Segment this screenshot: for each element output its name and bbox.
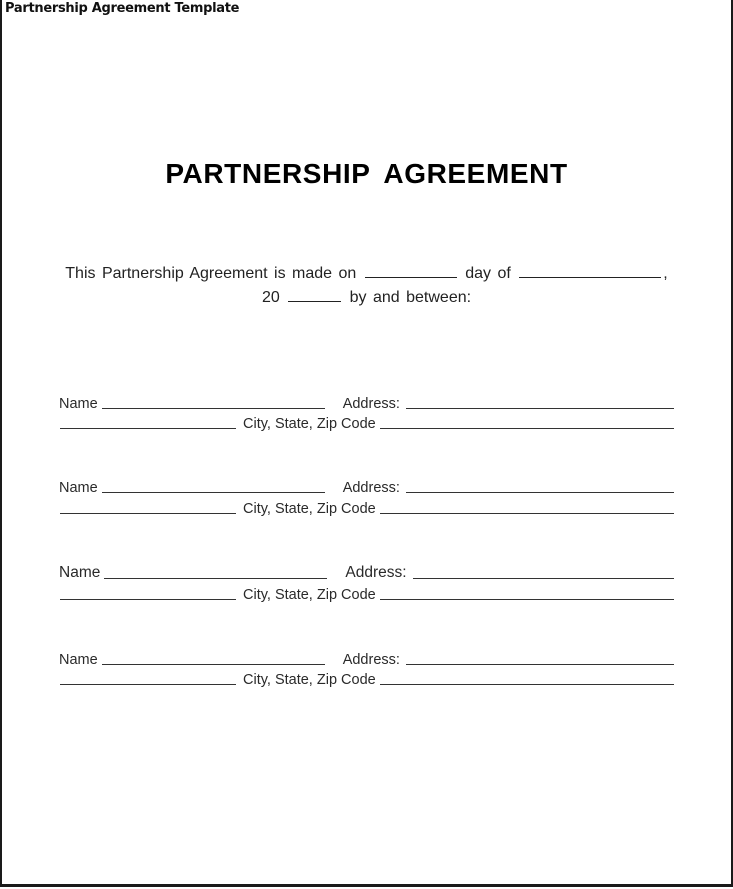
name-label: Name [59, 396, 98, 412]
city-state-zip-field[interactable] [380, 672, 674, 685]
city-state-zip-field[interactable] [380, 416, 674, 429]
party-block-4 [59, 648, 674, 688]
city-state-zip-label: City, State, Zip Code [243, 587, 376, 603]
name-field[interactable] [102, 652, 325, 665]
party-2-row-city [59, 497, 674, 517]
intro-text-made-on: This Partnership Agreement is made on [65, 265, 357, 282]
party-2-row-name-address [59, 476, 674, 496]
party-4-row-city [59, 668, 674, 688]
address-label: Address: [345, 564, 407, 581]
intro-text-by-and-between: by and between: [349, 289, 472, 306]
name-field[interactable] [104, 566, 327, 579]
city-state-zip-label: City, State, Zip Code [243, 416, 376, 432]
intro-paragraph [0, 262, 733, 310]
name-label: Name [59, 652, 98, 668]
party-3-row-name-address [59, 562, 674, 582]
intro-text-comma: , [663, 265, 668, 282]
party-block-1 [59, 392, 674, 432]
name-label: Name [59, 564, 101, 581]
address-field[interactable] [406, 396, 674, 409]
intro-line-2 [0, 286, 733, 310]
address-label: Address: [342, 480, 400, 496]
intro-line-1 [0, 262, 733, 286]
address-field[interactable] [413, 566, 674, 579]
document-title: PARTNERSHIP AGREEMENT [165, 158, 568, 189]
party-block-3 [59, 562, 674, 603]
name-label: Name [59, 480, 98, 496]
party-4-row-name-address [59, 648, 674, 668]
name-field[interactable] [102, 480, 325, 493]
city-state-zip-field[interactable] [380, 501, 674, 514]
intro-text-day-of: day of [465, 265, 511, 282]
city-state-zip-label: City, State, Zip Code [243, 501, 376, 517]
address-line-2-field[interactable] [60, 501, 236, 514]
city-state-zip-label: City, State, Zip Code [243, 672, 376, 688]
address-label: Address: [342, 396, 400, 412]
address-field[interactable] [406, 652, 674, 665]
month-blank[interactable] [519, 262, 661, 278]
address-line-2-field[interactable] [60, 672, 236, 685]
party-1-row-name-address [59, 392, 674, 412]
day-blank[interactable] [365, 262, 457, 278]
year-blank[interactable] [288, 286, 341, 302]
address-line-2-field[interactable] [60, 416, 236, 429]
party-block-2 [59, 476, 674, 517]
party-1-row-city [59, 412, 674, 432]
intro-text-year-prefix: 20 [261, 289, 280, 306]
address-field[interactable] [406, 480, 674, 493]
template-label: Partnership Agreement Template [5, 1, 240, 16]
address-line-2-field[interactable] [60, 587, 236, 600]
name-field[interactable] [102, 396, 325, 409]
city-state-zip-field[interactable] [380, 587, 674, 600]
party-3-row-city [59, 583, 674, 603]
address-label: Address: [342, 652, 400, 668]
